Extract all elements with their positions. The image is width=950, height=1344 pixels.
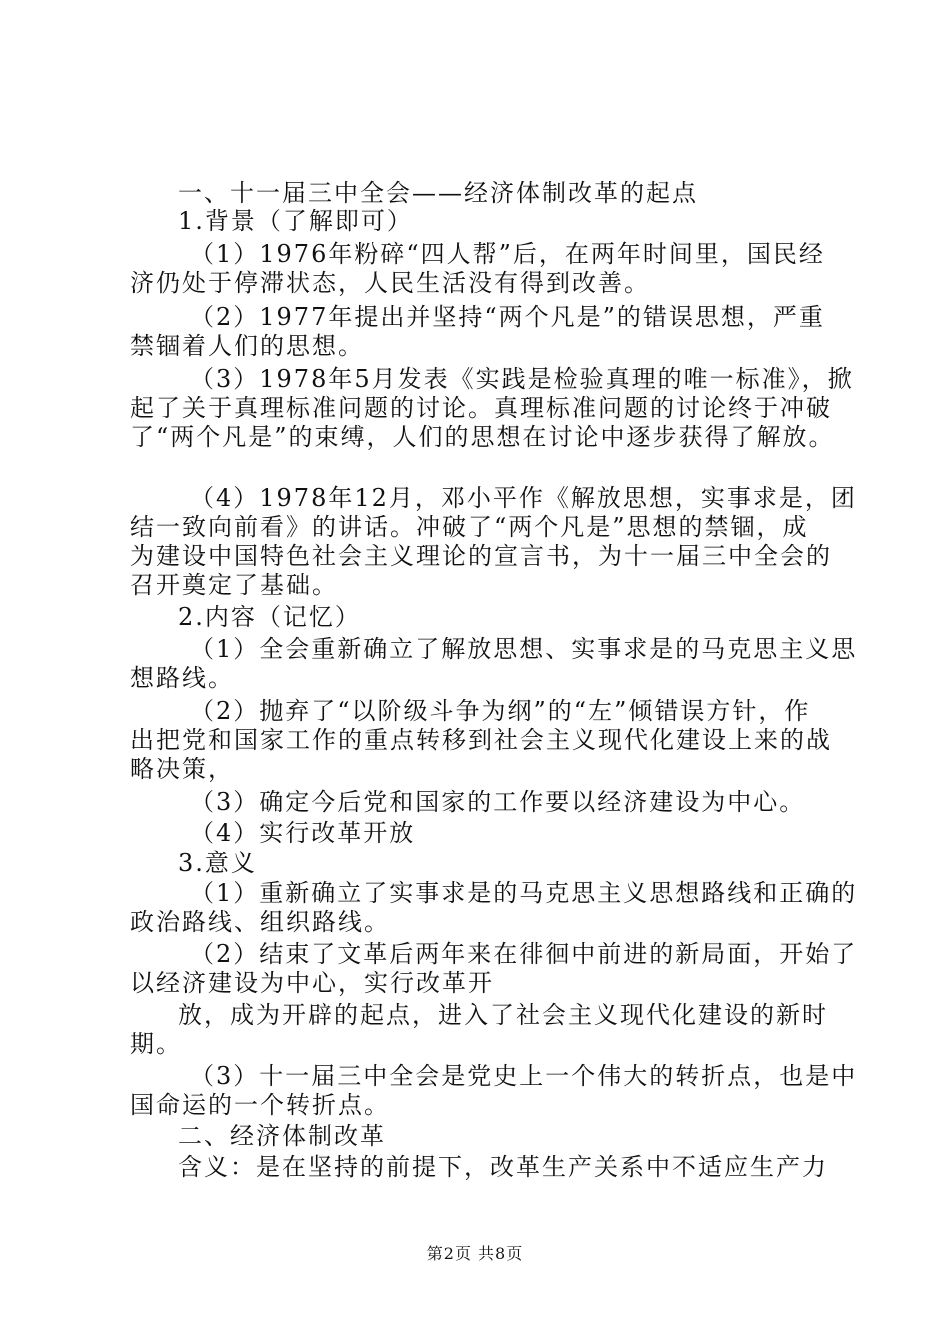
paragraph-line: （1）重新确立了实事求是的马克思主义思想路线和正确的 bbox=[190, 879, 858, 907]
paragraph-line: 政治路线、组织路线。 bbox=[130, 908, 390, 936]
paragraph-line: （4）实行改革开放 bbox=[190, 819, 416, 847]
paragraph-line: 了“两个凡是”的束缚，人们的思想在讨论中逐步获得了解放。 bbox=[130, 423, 835, 451]
section-heading: 一、十一届三中全会——经济体制改革的起点 bbox=[178, 179, 698, 207]
section-heading: 二、经济体制改革 bbox=[178, 1122, 386, 1150]
paragraph-line: （4）1978年12月，邓小平作《解放思想，实事求是，团 bbox=[190, 484, 857, 512]
paragraph-line: 以经济建设为中心，实行改革开 bbox=[130, 969, 494, 997]
paragraph-line: （2）1977年提出并坚持“两个凡是”的错误思想，严重 bbox=[190, 303, 825, 331]
paragraph-line: 出把党和国家工作的重点转移到社会主义现代化建设上来的战 bbox=[130, 726, 832, 754]
paragraph-line: 为建设中国特色社会主义理论的宣言书，为十一届三中全会的 bbox=[130, 542, 832, 570]
paragraph-line: 放，成为开辟的起点，进入了社会主义现代化建设的新时 bbox=[178, 1001, 828, 1029]
subheading: 1.背景（了解即可） bbox=[178, 207, 413, 235]
paragraph-line: 含义：是在坚持的前提下，改革生产关系中不适应生产力 bbox=[178, 1153, 828, 1181]
paragraph-line: （1）1976年粉碎“四人帮”后，在两年时间里，国民经 bbox=[190, 240, 825, 268]
paragraph-line: （2）结束了文革后两年来在徘徊中前进的新局面，开始了 bbox=[190, 940, 858, 968]
paragraph-line: 期。 bbox=[130, 1030, 182, 1058]
paragraph-line: 济仍处于停滞状态，人民生活没有得到改善。 bbox=[130, 269, 650, 297]
paragraph-line: 结一致向前看》的讲话。冲破了“两个凡是”思想的禁锢，成 bbox=[130, 513, 809, 541]
paragraph-line: 略决策， bbox=[130, 755, 234, 783]
page-number-footer: 第2页 共8页 bbox=[426, 1244, 524, 1263]
paragraph-line: （2）抛弃了“以阶级斗争为纲”的“左”倾错误方针，作 bbox=[190, 697, 811, 725]
paragraph-line: 想路线。 bbox=[130, 664, 234, 692]
paragraph-line: 禁锢着人们的思想。 bbox=[130, 332, 364, 360]
subheading: 2.内容（记忆） bbox=[178, 603, 361, 631]
paragraph-line: （1）全会重新确立了解放思想、实事求是的马克思主义思 bbox=[190, 635, 858, 663]
paragraph-line: 召开奠定了基础。 bbox=[130, 571, 338, 599]
subheading: 3.意义 bbox=[178, 849, 257, 877]
paragraph-line: 起了关于真理标准问题的讨论。真理标准问题的讨论终于冲破 bbox=[130, 394, 832, 422]
paragraph-line: （3）十一届三中全会是党史上一个伟大的转折点，也是中 bbox=[190, 1062, 858, 1090]
paragraph-line: （3）1978年5月发表《实践是检验真理的唯一标准》，掀 bbox=[190, 365, 854, 393]
paragraph-line: （3）确定今后党和国家的工作要以经济建设为中心。 bbox=[190, 788, 806, 816]
paragraph-line: 国命运的一个转折点。 bbox=[130, 1091, 390, 1119]
